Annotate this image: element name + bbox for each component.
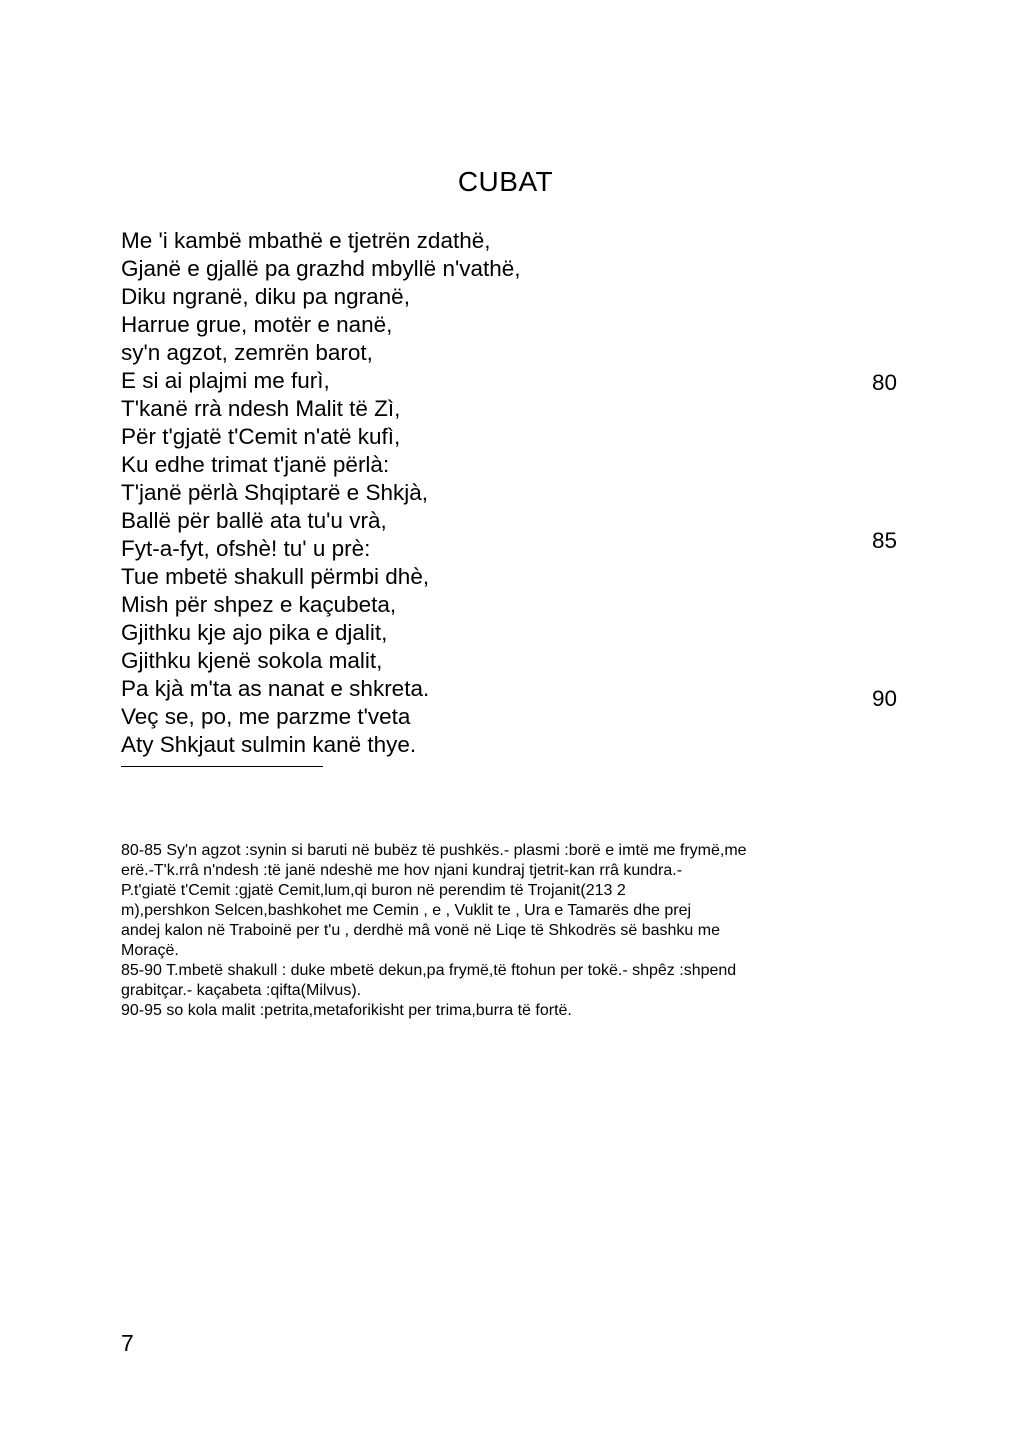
verse-line: Gjanë e gjallë pa grazhd mbyllë n'vathë, [121, 256, 521, 281]
footnote-line: m),pershkon Selcen,bashkohet me Cemin , e , Vuklit te , Ura e Tamarës dhe prej [121, 902, 692, 919]
verse-line: Për t'gjatë t'Cemit n'atë kufì, [121, 424, 401, 449]
footnote-line: grabitçar.- kaçabeta :qifta(Milvus). [121, 982, 362, 999]
verse-line: Pa kjà m'ta as nanat e shkreta. [121, 676, 430, 701]
verse-line: sy'n agzot, zemrën barot, [121, 340, 373, 365]
footnote-line: 80-85 Sy'n agzot :synin si baruti në bubëz të pushkës.- plasmi :borë e imtë me frymë,me [121, 842, 747, 859]
verse-line: Ku edhe trimat t'janë përlà: [121, 452, 390, 477]
line-number-85: 85 [872, 528, 898, 553]
footnote-line: andej kalon në Traboinë per t'u , derdhë mâ vonë në Liqe të Shkodrës së bashku me [121, 922, 720, 939]
verse-line: Gjithku kjenë sokola malit, [121, 648, 383, 673]
footnote-separator [121, 766, 323, 767]
verse-line: Gjithku kje ajo pika e djalit, [121, 620, 388, 645]
verse-line: Fyt-a-fyt, ofshè! tu' u prè: [121, 536, 371, 561]
line-number-80: 80 [872, 370, 898, 395]
footnote-line: 90-95 so kola malit :petrita,metaforikisht per trima,burra të fortë. [121, 1002, 572, 1019]
verse-line: Harrue grue, motër e nanë, [121, 312, 393, 337]
page-number: 7 [121, 1330, 134, 1356]
verse-line: Aty Shkjaut sulmin kanë thye. [121, 732, 417, 757]
footnote-line: 85-90 T.mbetë shakull : duke mbetë dekun,pa frymë,të ftohun per tokë.- shpêz :shpend [121, 962, 737, 979]
footnote-85-90 [121, 961, 841, 1001]
verse-line: Veç se, po, me parzme t'veta [121, 704, 411, 729]
verse-line: E si ai plajmi me furì, [121, 368, 330, 393]
footnote-line: erë.-T'k.rrâ n'ndesh :të janë ndeshë me hov njani kundraj tjetrit-kan rrâ kundra.- [121, 862, 683, 879]
verse-line: Tue mbetë shakull përmbi dhè, [121, 564, 430, 589]
line-number-90: 90 [872, 686, 898, 711]
verse-line: T'kanë rrà ndesh Malit të Zì, [121, 396, 401, 421]
footnote-line: Moraçë. [121, 942, 179, 959]
verse-line: Mish për shpez e kaçubeta, [121, 592, 397, 617]
footnote-80-85 [121, 841, 841, 961]
footnote-90-95 [121, 1001, 841, 1021]
verse-line: Me 'i kambë mbathë e tjetrën zdathë, [121, 228, 491, 253]
footnote-line: P.t'giatë t'Cemit :gjatë Cemit,lum,qi buron në perendim të Trojanit(213 2 [121, 882, 626, 899]
footnotes [121, 841, 841, 1021]
verse-line: T'janë përlà Shqiptarë e Shkjà, [121, 480, 428, 505]
verse-line: Ballë për ballë ata tu'u vrà, [121, 508, 387, 533]
verse-line: Diku ngranë, diku pa ngranë, [121, 284, 410, 309]
poem-body [121, 227, 921, 759]
poem-title: CUBAT [457, 166, 554, 197]
